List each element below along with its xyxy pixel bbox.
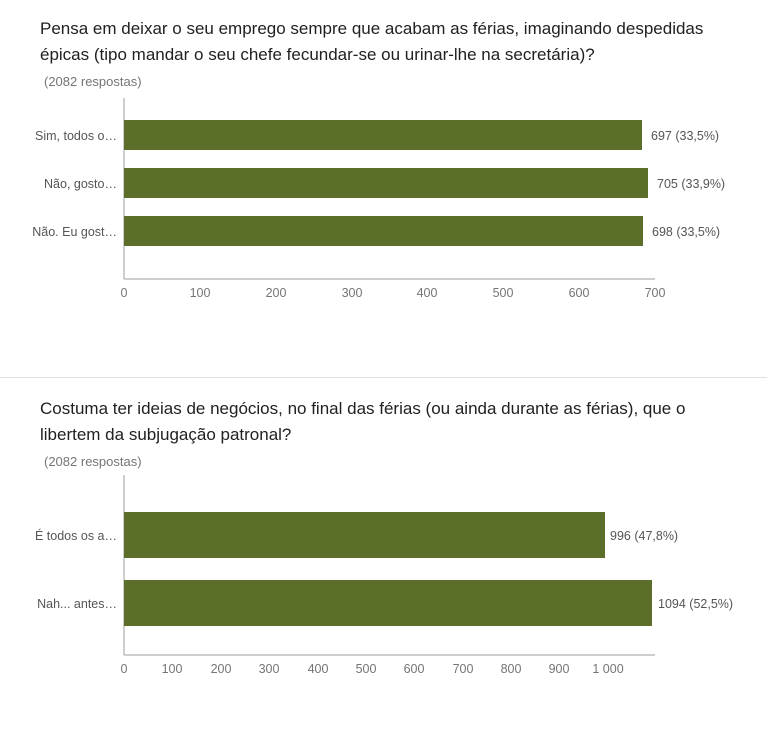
response-count-1: (2082 respostas)	[44, 74, 142, 89]
x-tick-1-7: 700	[644, 286, 666, 300]
category-label-1-2: Não, gosto…	[44, 177, 117, 191]
chart-2-svg	[0, 469, 767, 719]
x-tick-2-7: 700	[452, 662, 474, 676]
x-tick-1-2: 200	[265, 286, 287, 300]
x-tick-1-5: 500	[492, 286, 514, 300]
bar-value-2-1: 996 (47,8%)	[610, 529, 679, 543]
chart-2	[0, 469, 767, 719]
question-card-2	[0, 378, 767, 754]
chart-1	[0, 89, 767, 329]
bar-value-2-2: 1094 (52,5%)	[658, 597, 734, 611]
x-tick-2-5: 500	[355, 662, 377, 676]
page-title: Pensa em deixar o seu emprego sempre que acabam as férias, imaginando despedidas épicas (tipo mandar o seu chefe fecundar-se ou urinar-lhe na secretária)?	[40, 19, 704, 64]
bar-value-1-2: 705 (33,9%)	[657, 177, 726, 191]
x-tick-2-6: 600	[403, 662, 425, 676]
bar-value-1-3: 698 (33,5%)	[652, 225, 721, 239]
bar-1-1	[124, 120, 642, 150]
page-title-2: Costuma ter ideias de negócios, no final das férias (ou ainda durante as férias), que o libertem da subjugação patronal?	[40, 399, 686, 444]
x-tick-2-0: 0	[120, 662, 128, 676]
x-tick-2-2: 200	[210, 662, 232, 676]
x-tick-1-1: 100	[189, 286, 211, 300]
chart-1-svg	[0, 89, 767, 329]
x-tick-1-6: 600	[568, 286, 590, 300]
x-tick-2-8: 800	[500, 662, 522, 676]
bar-2-2	[124, 580, 652, 626]
x-tick-2-9: 900	[548, 662, 570, 676]
bar-1-2	[124, 168, 648, 198]
response-count-2: (2082 respostas)	[44, 454, 142, 469]
category-label-2-2: Nah... antes…	[37, 597, 117, 611]
category-label-1-1: Sim, todos o…	[35, 129, 117, 143]
x-tick-2-10: 1 000	[592, 662, 624, 676]
x-tick-2-1: 100	[161, 662, 183, 676]
category-label-2-1: É todos os a…	[35, 529, 117, 543]
x-tick-2-3: 300	[258, 662, 280, 676]
x-tick-1-4: 400	[416, 286, 438, 300]
x-tick-1-0: 0	[120, 286, 128, 300]
bar-2-1	[124, 512, 605, 558]
x-tick-1-3: 300	[341, 286, 363, 300]
x-tick-2-4: 400	[307, 662, 329, 676]
bar-1-3	[124, 216, 643, 246]
bar-value-1-1: 697 (33,5%)	[651, 129, 720, 143]
category-label-1-3: Não. Eu gost…	[32, 225, 117, 239]
